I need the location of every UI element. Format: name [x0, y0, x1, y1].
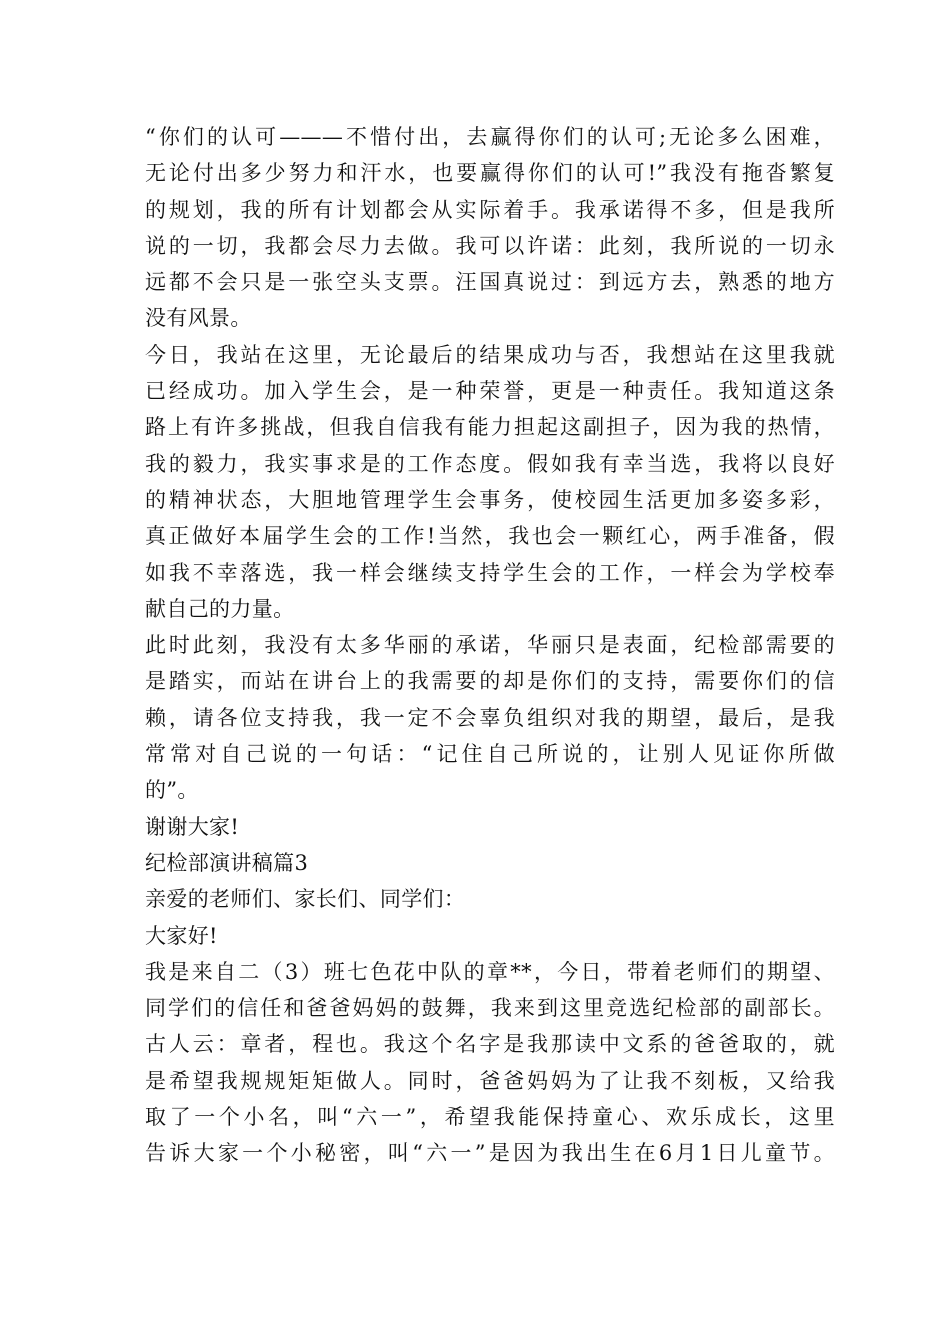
text-line: 我的毅力，我实事求是的工作态度。假如我有幸当选，我将以良好	[145, 451, 835, 476]
text-line: 同学们的信任和爸爸妈妈的鼓舞，我来到这里竞选纪检部的副部长。	[145, 996, 835, 1021]
text-line: 我是来自二（3）班七色花中队的章**，今日，带着老师们的期望、	[145, 959, 835, 984]
text-line: 今日，我站在这里，无论最后的结果成功与否，我想站在这里我就	[145, 342, 835, 367]
text-line: 的规划，我的所有计划都会从实际着手。我承诺得不多，但是我所	[145, 197, 835, 222]
text-line: 是踏实，而站在讲台上的我需要的却是你们的支持，需要你们的信	[145, 669, 835, 694]
text-line: 是希望我规规矩矩做人。同时，爸爸妈妈为了让我不刻板，又给我	[145, 1068, 835, 1093]
text-line: 没有风景。	[145, 306, 252, 331]
text-line: 献自己的力量。	[145, 596, 295, 621]
text-line: 古人云：章者，程也。我这个名字是我那读中文系的爸爸取的，就	[145, 1032, 835, 1057]
text-line: 的精神状态，大胆地管理学生会事务，使校园生活更加多姿多彩，	[145, 487, 835, 512]
text-line: 此时此刻，我没有太多华丽的承诺，华丽只是表面，纪检部需要的	[145, 633, 835, 658]
text-line: 已经成功。加入学生会，是一种荣誉，更是一种责任。我知道这条	[145, 379, 835, 404]
text-line: 真正做好本届学生会的工作!当然，我也会一颗红心，两手准备，假	[145, 524, 835, 549]
text-line: 取了一个小名，叫“六一”，希望我能保持童心、欢乐成长，这里	[145, 1105, 835, 1130]
text-line: 如我不幸落选，我一样会继续支持学生会的工作，一样会为学校奉	[145, 560, 835, 585]
text-line: 无论付出多少努力和汗水，也要赢得你们的认可!”我没有拖沓繁复	[145, 161, 835, 186]
text-line: 常常对自己说的一句话：“记住自己所说的，让别人见证你所做	[145, 742, 835, 767]
section-heading: 纪检部演讲稿篇3	[145, 850, 309, 875]
text-line: 赖，请各位支持我，我一定不会辜负组织对我的期望，最后，是我	[145, 705, 835, 730]
text-line: 告诉大家一个小秘密，叫“六一”是因为我出生在6月1日儿童节。	[145, 1141, 835, 1166]
text-line: 说的一切，我都会尽力去做。我可以许诺：此刻，我所说的一切永	[145, 233, 835, 258]
text-line: 谢谢大家!	[145, 814, 240, 839]
text-line: 路上有许多挑战，但我自信我有能力担起这副担子，因为我的热情，	[145, 415, 835, 440]
salutation: 亲爱的老师们、家长们、同学们：	[145, 887, 466, 912]
greeting: 大家好!	[145, 923, 218, 948]
text-line: 的”。	[145, 778, 199, 803]
text-line: 远都不会只是一张空头支票。汪国真说过：到远方去，熟悉的地方	[145, 270, 835, 295]
document-page	[145, 119, 835, 1172]
text-line: “你们的认可———不惜付出，去赢得你们的认可;无论多么困难，	[145, 125, 835, 149]
